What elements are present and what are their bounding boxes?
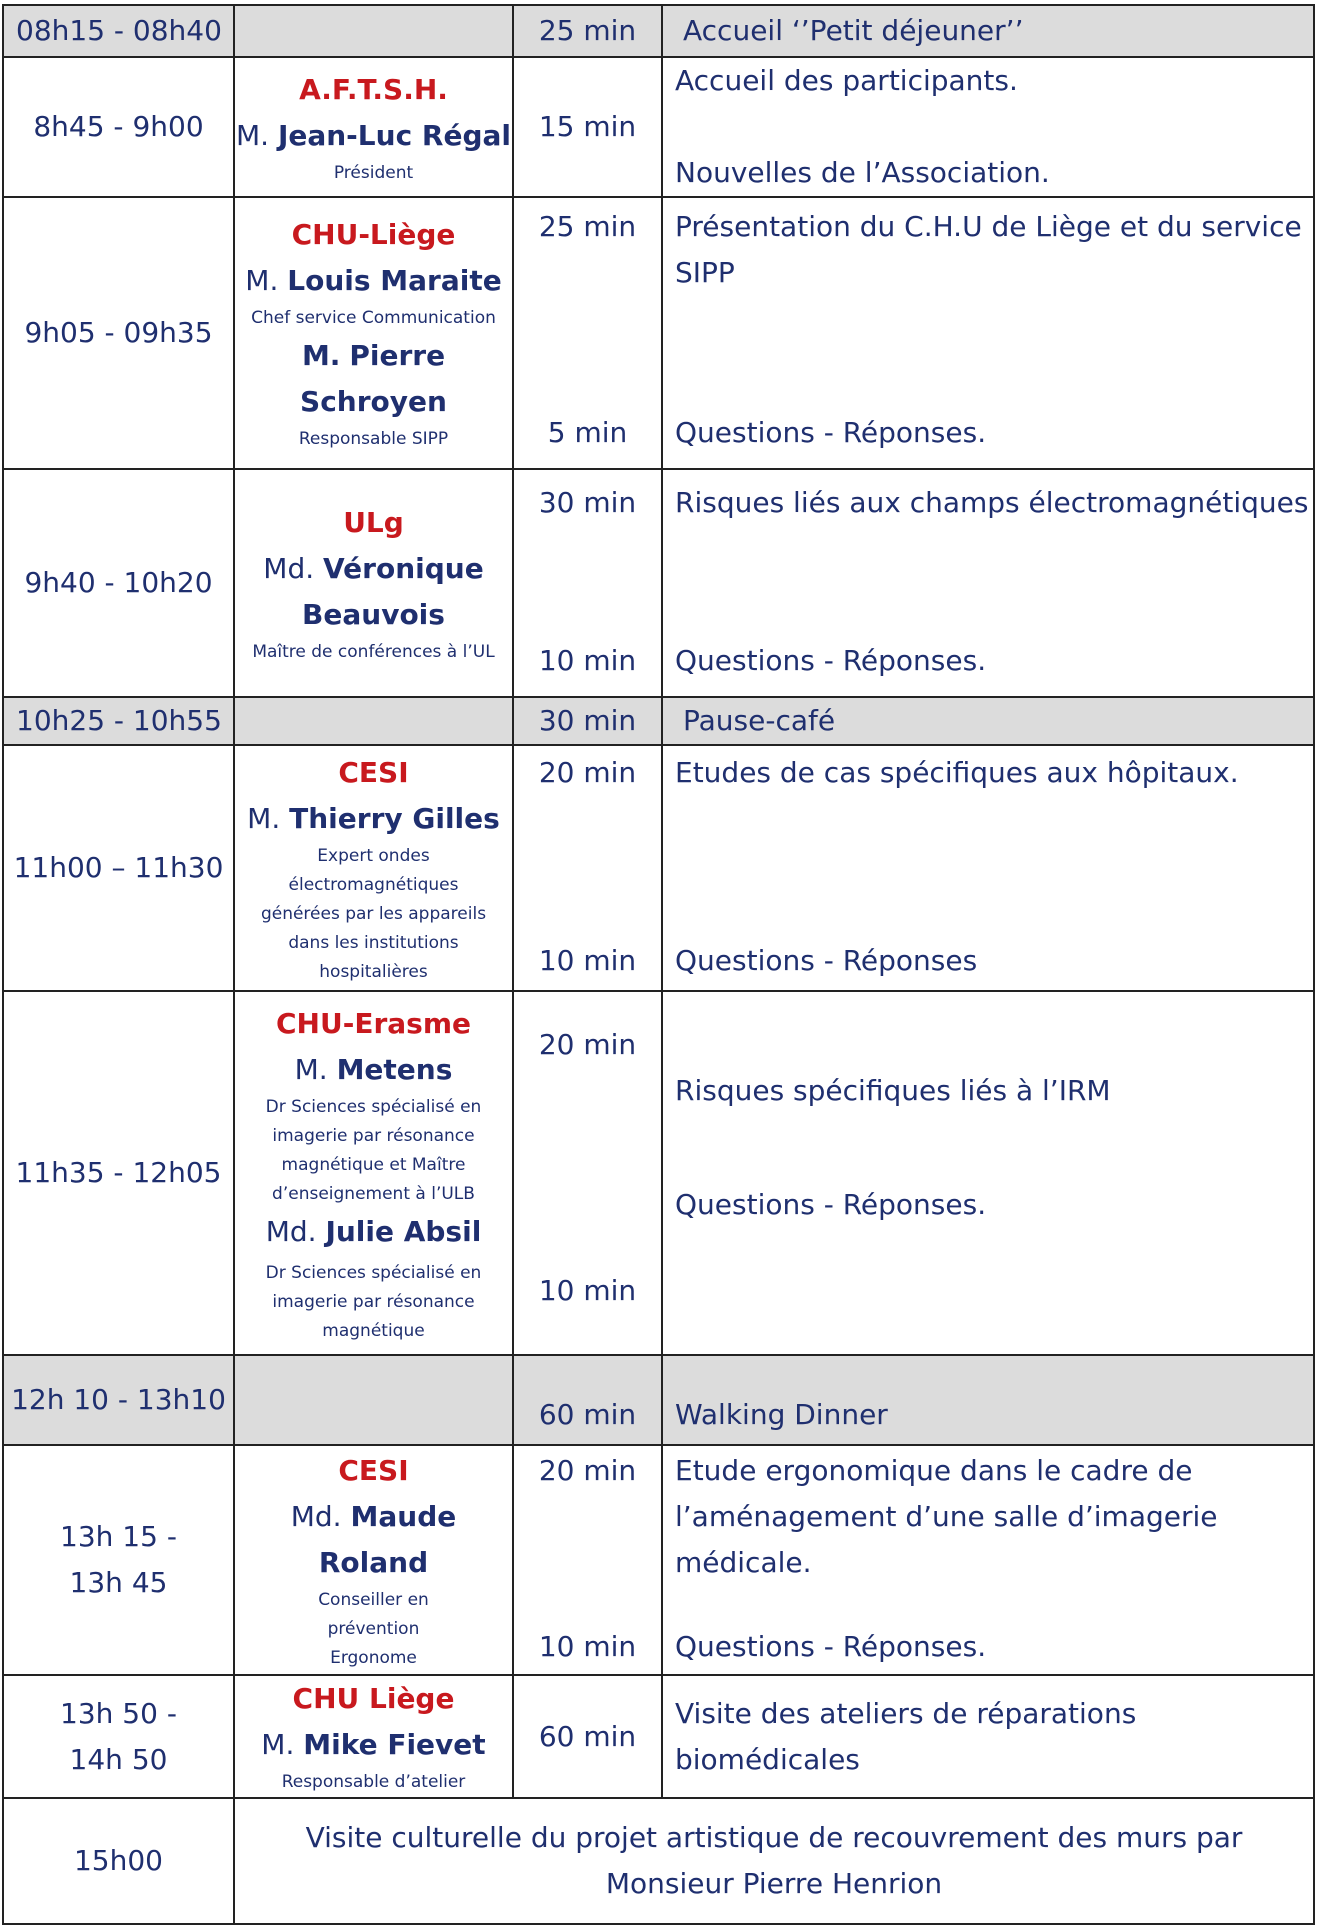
schedule-row-chu-erasme [3,991,1314,1355]
time-cell: 11h00 – 11h30 [3,745,234,991]
speaker-organization: CESI [338,755,409,789]
speaker-role: Chef service Communication [251,308,496,328]
time-cell: 13h 50 - 14h 50 [3,1675,234,1798]
speaker-role: Expert ondes électromagnétiques générées par les appareils dans les institutions hospitalières [260,845,487,982]
duration-cell: 60 min [513,1675,662,1798]
speaker-organization: CHU-Liège [291,218,456,251]
speaker-cell [234,1445,513,1675]
speaker-cell [234,1355,513,1445]
duration-cell: 30 min [513,697,662,745]
time-cell: 10h25 - 10h55 [3,697,234,745]
schedule-row-cultural-visit [3,1798,1314,1924]
topic-cell: Visite des ateliers de réparations biomédicales [662,1675,1314,1798]
speaker-name: M. Thierry Gilles [247,801,500,835]
duration-cell: 25 min 5 min [513,197,662,469]
topic-line: Risques liés aux champs électromagnétiques [675,486,1309,519]
topic-cell [662,745,1314,991]
time-cell: 12h 10 - 13h10 [3,1355,234,1445]
topic-line: Questions - Réponses. [675,644,987,677]
schedule-row-ulg [3,469,1314,697]
speaker-organization: A.F.T.S.H. [299,72,448,106]
topic-line: Questions - Réponses [675,944,978,977]
speaker-cell [234,697,513,745]
duration-cell: 20 min 10 min [513,1445,662,1675]
speaker-role: Président [333,162,414,183]
speaker-role: Conseiller en prévention Ergonome [318,1589,429,1668]
duration-cell: 30 min 10 min [513,469,662,697]
speaker-cell [234,1675,513,1798]
topic-cell [662,991,1314,1355]
speaker-organization: CHU Liège [292,1682,455,1715]
topic-line: Présentation du C.H.U de Liège et du service SIPP [675,210,1302,289]
speaker-cell [234,57,513,197]
topic-line: Accueil des participants. [675,64,1018,97]
topic-line: Questions - Réponses. [675,1188,987,1221]
schedule-row-walking-dinner [3,1355,1314,1445]
speaker-role: Responsable d’atelier [281,1772,466,1792]
time-cell: 11h35 - 12h05 [3,991,234,1355]
time-cell: 9h05 - 09h35 [3,197,234,469]
schedule-row-cesi-gilles [3,745,1314,991]
schedule-table [2,4,1315,1925]
topic-line: Questions - Réponses. [675,1630,987,1663]
schedule-row-coffee-break [3,697,1314,745]
speaker-organization: CHU-Erasme [275,1006,471,1040]
topic-cell: Accueil ‘’Petit déjeuner’’ [662,5,1314,57]
duration-cell: 25 min [513,5,662,57]
schedule-row-breakfast [3,5,1314,57]
time-cell: 8h45 - 9h00 [3,57,234,197]
schedule-row-workshop-visit [3,1675,1314,1798]
schedule-row-cesi-roland [3,1445,1314,1675]
speaker-name: M. Mike Fievet [261,1728,486,1761]
speaker-cell [234,197,513,469]
speaker-role: Responsable SIPP [298,429,449,449]
time-cell: 15h00 [3,1798,234,1924]
time-cell: 13h 15 - 13h 45 [3,1445,234,1675]
time-cell: 9h40 - 10h20 [3,469,234,697]
speaker-role: Maître de conférences à l’UL [252,641,495,662]
duration-cell: 20 min 10 min [513,745,662,991]
duration-cell: 20 min 10 min [513,991,662,1355]
speaker-name: Md. Julie Absil [265,1214,482,1248]
speaker-name: M. Metens [294,1052,453,1086]
speaker-role: Dr Sciences spécialisé en imagerie par résonance magnétique [265,1262,482,1341]
speaker-role: Dr Sciences spécialisé en imagerie par résonance magnétique et Maître d’enseignement à l’ULB [265,1096,482,1204]
speaker-name: Md. Maude Roland [290,1499,457,1579]
topic-cell: Visite culturelle du projet artistique de recouvrement des murs par Monsieur Pierre Henrion [234,1798,1314,1924]
topic-line: Risques spécifiques liés à l’IRM [675,1074,1111,1107]
topic-cell [662,57,1314,197]
topic-cell [662,469,1314,697]
topic-cell: Walking Dinner [662,1355,1314,1445]
topic-line: Etude ergonomique dans le cadre de l’aménagement d’une salle d’imagerie médicale. [675,1454,1218,1579]
topic-line: Questions - Réponses. [675,416,987,449]
topic-cell: Pause-café [662,697,1314,745]
speaker-name: M. Pierre Schroyen [300,339,447,418]
speaker-organization: CESI [338,1453,409,1487]
speaker-cell [234,745,513,991]
time-cell: 08h15 - 08h40 [3,5,234,57]
speaker-cell [234,991,513,1355]
schedule-row-welcome [3,57,1314,197]
speaker-name: M. Jean-Luc Régal [235,118,512,152]
schedule-row-chu-liege [3,197,1314,469]
duration-cell: 60 min [513,1355,662,1445]
topic-line: Nouvelles de l’Association. [675,156,1050,189]
speaker-cell [234,469,513,697]
speaker-name: M. Louis Maraite [245,264,502,297]
topic-cell [662,197,1314,469]
speaker-cell [234,5,513,57]
topic-line: Etudes de cas spécifiques aux hôpitaux. [675,756,1239,789]
duration-cell: 15 min [513,57,662,197]
speaker-organization: ULg [343,505,404,539]
speaker-name: Md. Véronique Beauvois [263,551,484,631]
topic-cell [662,1445,1314,1675]
